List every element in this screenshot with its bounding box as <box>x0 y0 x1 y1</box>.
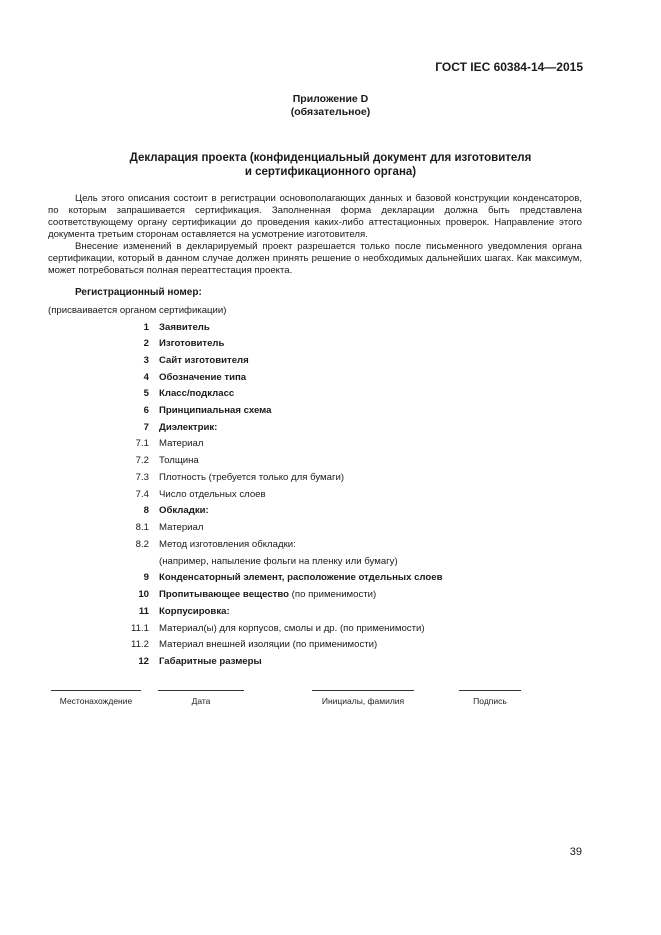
item-text: Материал <box>159 522 204 533</box>
item-number: 8 <box>143 505 149 516</box>
item-text: Материал(ы) для корпусов, смолы и др. (по применимости) <box>159 623 425 634</box>
item-number: 12 <box>138 656 149 667</box>
item-text: Материал внешней изоляции (по применимости) <box>159 639 378 650</box>
item-text: Класс/подкласс <box>159 388 235 399</box>
item-text: (например, напыление фольги на пленку или бумагу) <box>159 556 398 567</box>
item-number: 8.1 <box>135 522 149 533</box>
date-label: Дата <box>191 696 211 706</box>
document-title-line-1: Декларация проекта (конфиденциальный документ для изготовителя <box>129 152 532 164</box>
page-number: 39 <box>569 846 582 858</box>
item-number: 4 <box>143 372 149 383</box>
item-number: 5 <box>143 388 149 399</box>
item-number: 7 <box>143 422 149 433</box>
intro-paragraph-purpose: Цель этого описания состоит в регистрации основополагающих данных и базовой конструкции конденсаторов, по которым запрашивается сертификация. Заполненная форма декларации должна быть представлена соответствующему органу сертификации до проведения каких-либо аттестационных проверок. Направление этого документа третьим сторонам оставляется на усмотрение изготовителя. <box>48 193 582 240</box>
registration-number-note: (присваивается органом сертификации) <box>48 305 227 316</box>
item-number: 11 <box>138 606 149 617</box>
item-text: Обкладки: <box>159 505 209 516</box>
item-number: 3 <box>143 355 149 366</box>
date-signature-line <box>158 690 244 691</box>
item-text-main: Пропитывающее вещество <box>159 589 290 600</box>
item-number: 2 <box>143 338 149 349</box>
item-number: 7.4 <box>135 489 149 500</box>
item-text: Конденсаторный элемент, расположение отдельных слоев <box>159 572 443 583</box>
document-title-line-2: и сертификационного органа) <box>244 166 417 178</box>
item-number: 8.2 <box>135 539 149 550</box>
item-number: 9 <box>143 572 149 583</box>
item-number: 7.1 <box>135 438 149 449</box>
item-text: Принципиальная схема <box>159 405 272 416</box>
item-text <box>159 589 376 601</box>
item-text: Обозначение типа <box>159 372 247 383</box>
item-number: 7.3 <box>135 472 149 483</box>
annex-heading <box>0 93 661 119</box>
signature-label: Подпись <box>473 696 507 706</box>
item-text: Диэлектрик: <box>159 422 218 433</box>
location-signature-line <box>51 690 141 691</box>
item-text: Плотность (требуется только для бумаги) <box>159 472 345 483</box>
registration-number-label: Регистрационный номер: <box>75 287 202 298</box>
item-number: 6 <box>143 405 149 416</box>
item-text: Корпусировка: <box>159 606 230 617</box>
item-text: Заявитель <box>159 322 210 333</box>
name-label: Инициалы, фамилия <box>321 696 405 706</box>
item-text: Метод изготовления обкладки: <box>159 539 296 550</box>
item-text: Толщина <box>159 455 199 466</box>
item-number: 11.2 <box>131 639 149 650</box>
item-text-note: (по применимости) <box>289 589 377 600</box>
name-signature-line <box>312 690 414 691</box>
item-number: 1 <box>143 322 149 333</box>
item-number: 7.2 <box>135 455 149 466</box>
item-text: Габаритные размеры <box>159 656 262 667</box>
item-text: Изготовитель <box>159 338 225 349</box>
item-number: 11.1 <box>131 623 149 634</box>
annex-status: (обязательное) <box>290 106 371 118</box>
item-text: Сайт изготовителя <box>159 355 249 366</box>
item-text: Число отдельных слоев <box>159 489 266 500</box>
item-number: 10 <box>138 589 149 600</box>
document-title <box>0 151 661 179</box>
location-label: Местонахождение <box>59 696 133 706</box>
annex-title: Приложение D <box>292 93 369 105</box>
document-header-standard: ГОСТ IEC 60384-14—2015 <box>435 60 583 74</box>
item-text: Материал <box>159 438 204 449</box>
intro-paragraph-changes: Внесение изменений в декларируемый проект разрешается только после письменного уведомления органа сертификации, который в данном случае должен принять решение о необходимых дальнейших шагах. Как максимум, может потребоваться полная переаттестация проекта. <box>48 241 582 276</box>
signature-line <box>459 690 521 691</box>
